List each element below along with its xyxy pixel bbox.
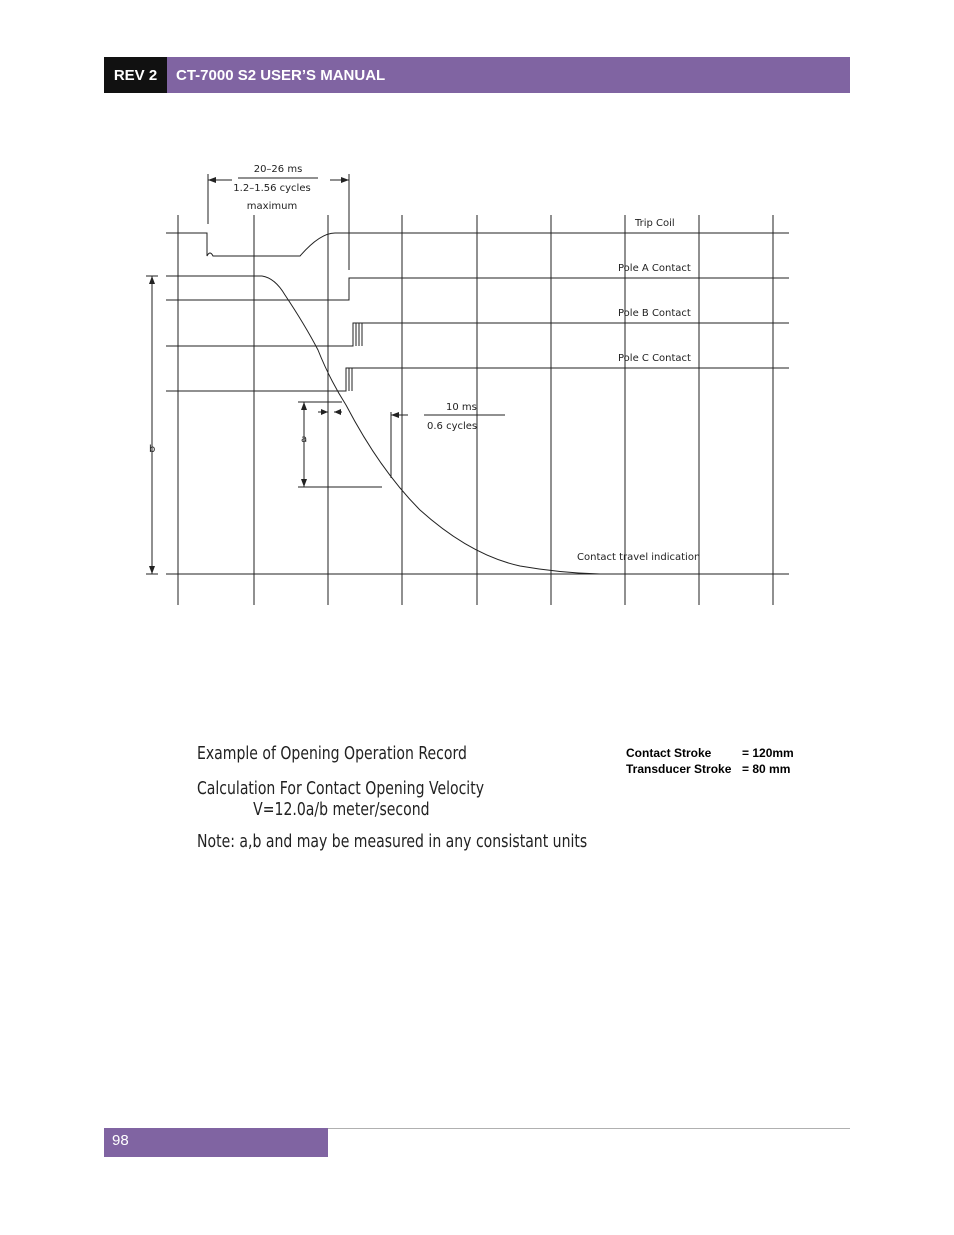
revision-badge: REV 2	[104, 57, 167, 93]
trip-coil-label: Trip Coil	[635, 218, 675, 229]
arrowhead	[149, 566, 155, 574]
arrowhead	[149, 276, 155, 284]
note-calculation: Calculation For Contact Opening Velocity	[197, 778, 485, 799]
pole-b-label: Pole B Contact	[618, 308, 691, 319]
pole-b-bounce	[356, 323, 362, 346]
arrowhead	[391, 412, 399, 418]
arrowhead	[321, 409, 328, 415]
note-formula: V=12.0a/b meter/second	[253, 799, 430, 820]
arrowhead	[341, 177, 349, 183]
pole-c-bounce	[349, 368, 352, 391]
stroke-table	[626, 745, 794, 777]
note-units: Note: a,b and may be measured in any consistant units	[197, 831, 588, 852]
stroke-row	[626, 761, 794, 777]
dim-top-line2: 1.2–1.56 cycles	[233, 183, 311, 194]
dim-10ms-line2: 0.6 cycles	[427, 421, 478, 432]
travel-label: Contact travel indication	[577, 552, 701, 563]
page-number: 98	[104, 1128, 328, 1157]
dim-10ms-line1: 10 ms	[446, 402, 477, 413]
manual-title: CT-7000 S2 USER’S MANUAL	[167, 57, 850, 93]
arrowhead	[334, 409, 341, 415]
note-example: Example of Opening Operation Record	[197, 743, 467, 764]
stroke-row	[626, 745, 794, 761]
label-b: b	[149, 444, 156, 455]
stroke-value: = 120mm	[742, 746, 794, 760]
stroke-label: Transducer Stroke	[626, 762, 732, 776]
arrowhead	[208, 177, 216, 183]
dim-top-line3: maximum	[246, 201, 298, 212]
dim-top-line1: 20–26 ms	[253, 164, 303, 175]
label-a: a	[301, 434, 308, 445]
footer-rule	[328, 1128, 850, 1129]
arrowhead	[301, 479, 307, 487]
pole-c-label: Pole C Contact	[618, 353, 691, 364]
pole-a-label: Pole A Contact	[618, 263, 691, 274]
stroke-label: Contact Stroke	[626, 746, 712, 760]
stroke-value: = 80 mm	[742, 762, 791, 776]
arrowhead	[301, 402, 307, 410]
